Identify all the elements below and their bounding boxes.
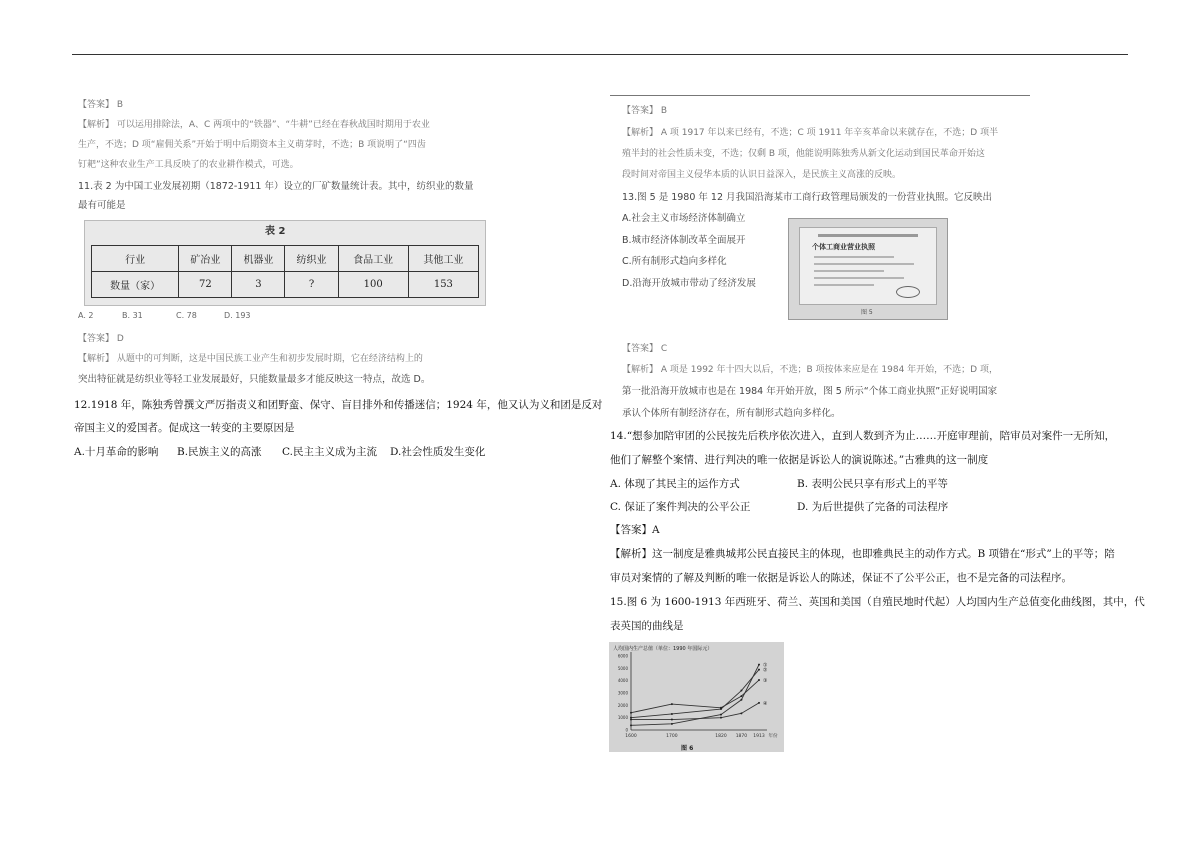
table-row-label: 数量（家） [92, 272, 179, 298]
data-point [758, 702, 760, 704]
option-14-b: B. 表明公民只享有形式上的平等 [797, 478, 948, 490]
x-tick-label: 1870 [735, 734, 748, 739]
analysis-11b-line-2: 突出特征就是纺织业等轻工业发展最好，只能数量最多才能反映这一特点，故选 D。 [78, 374, 431, 385]
data-point [740, 699, 742, 701]
question-12-line-2: 帝国主义的爱国者。促成这一转变的主要原因是 [74, 422, 295, 434]
y-tick-label: 3000 [617, 690, 628, 696]
y-tick-label: 5000 [617, 665, 628, 671]
chart-caption: 图 6 [681, 745, 694, 752]
series-label: ① [763, 662, 768, 669]
analysis-13-line-1: 【解析】 A 项是 1992 年十四大以后，不选；B 项按体来应是在 1984 年开始，不选；D 项， [622, 365, 998, 375]
license-document [799, 227, 937, 305]
option-11-a: A. 2 [78, 311, 94, 320]
data-point [758, 669, 760, 671]
answer-14-label: 【答案】A [610, 524, 660, 536]
table-2-caption: 表 2 [265, 226, 286, 237]
option-12-b: B.民族主义的高涨 [177, 446, 262, 458]
question-11-line-1: 11.表 2 为中国工业发展初期（1872-1911 年）设立的厂矿数量统计表。其中，纺织业的数量 [78, 181, 474, 192]
analysis-13-line-2: 第一批沿海开放城市也是在 1984 年开始开放，图 5 所示“个体工商业执照”正好说明国家 [622, 386, 998, 397]
option-11-b: B. 31 [122, 311, 143, 320]
answer-11-label: 【答案】 B [78, 100, 124, 110]
question-11-line-2: 最有可能是 [78, 200, 126, 211]
table-cell: 72 [179, 272, 232, 298]
table-cell: 153 [408, 272, 478, 298]
x-tick-label: 1700 [666, 734, 678, 739]
data-point [758, 664, 760, 666]
option-11-d: D. 193 [224, 311, 251, 320]
option-14-a: A. 体现了其民主的运作方式 [610, 478, 740, 490]
x-axis-label: 年份 [768, 734, 778, 739]
data-point [720, 717, 722, 719]
answer-13-label: 【答案】 C [622, 344, 668, 354]
data-point [630, 712, 632, 714]
data-point [671, 713, 673, 715]
license-title: 个体工商业营业执照 [812, 243, 875, 251]
table-header-cell: 机器业 [232, 246, 285, 272]
series-line [631, 680, 759, 713]
column-rule [610, 95, 1030, 96]
data-point [671, 703, 673, 705]
analysis-11-line-1: 【解析】 可以运用排除法，A、C 两项中的“铁器”、“牛耕”已经在春秋战国时期用于农业 [78, 120, 430, 130]
license-seal [896, 286, 920, 298]
option-14-c: C. 保证了案件判决的公平公正 [610, 501, 751, 513]
industry-table [91, 245, 479, 298]
gdp-line-chart [609, 642, 784, 742]
table-cell: ? [285, 272, 338, 298]
business-license-image [788, 218, 948, 320]
option-13-b: B.城市经济体制改革全面展开 [622, 235, 746, 246]
analysis-11b-line-1: 【解析】 从题中的可判断，这是中国民族工业产生和初步发展时期，它在经济结构上的 [78, 354, 423, 364]
table-header-cell: 食品工业 [338, 246, 408, 272]
y-tick-label: 6000 [617, 653, 628, 659]
y-tick-label: 2000 [617, 702, 628, 708]
option-13-c: C.所有制形式趋向多样化 [622, 256, 727, 267]
table-row [92, 272, 479, 298]
data-point [671, 719, 673, 721]
license-text-line [814, 256, 894, 258]
license-text-line [814, 277, 904, 279]
table-header-cell: 行业 [92, 246, 179, 272]
analysis-11-line-3: 钉耙”这种农业生产工具反映了的农业耕作模式，可选。 [78, 160, 299, 170]
y-tick-label: 4000 [617, 678, 628, 684]
page-top-rule [72, 54, 1128, 55]
option-12-a: A.十月革命的影响 [74, 446, 159, 458]
series-line [631, 670, 759, 718]
license-text-line [814, 284, 874, 286]
data-point [720, 714, 722, 716]
series-label: ② [763, 667, 768, 674]
table-header-cell: 其他工业 [408, 246, 478, 272]
option-13-a: A.社会主义市场经济体制确立 [622, 213, 746, 224]
license-header-line [818, 234, 918, 237]
data-point [740, 690, 742, 692]
data-point [740, 695, 742, 697]
x-tick-label: 1600 [625, 734, 637, 739]
license-text-line [814, 270, 884, 272]
gdp-chart-image [609, 642, 784, 752]
license-caption: 图 5 [861, 309, 873, 316]
table-cell: 3 [232, 272, 285, 298]
data-point [758, 679, 760, 681]
answer-12-label: 【答案】 B [622, 106, 668, 116]
analysis-12-line-2: 殖半封的社会性质未变，不选；仅剩 B 项，他能说明陈独秀从新文化运动到国民革命开始这 [622, 149, 985, 159]
analysis-11-line-2: 生产，不选；D 项“雇佣关系”开始于明中后期资本主义萌芽时，不选；B 项说明了“四齿 [78, 140, 426, 150]
analysis-13-line-3: 承认个体所有制经济存在，所有制形式趋向多样化。 [622, 408, 841, 419]
option-12-c: C.民主主义成为主流 [282, 446, 377, 458]
analysis-14-line-1: 【解析】这一制度是雅典城邦公民直接民主的体现，也即雅典民主的动作方式。B 项错在“形式”上的平等；陪 [610, 548, 1115, 560]
y-tick-label: 0 [625, 727, 628, 733]
data-point [671, 723, 673, 725]
x-tick-label: 1820 [715, 734, 727, 739]
question-12-line-1: 12.1918 年，陈独秀曾撰文严厉指责义和团野蛮、保守、盲目排外和传播迷信；1924 年，他又认为义和团是反对 [74, 399, 603, 411]
data-point [630, 724, 632, 726]
answer-11b-label: 【答案】 D [78, 334, 124, 344]
series-label: ④ [763, 700, 768, 707]
question-14-line-2: 他们了解整个案情、进行判决的唯一依据是诉讼人的演说陈述。”古雅典的这一制度 [610, 454, 989, 466]
series-label: ③ [763, 678, 768, 685]
question-15-line-2: 表英国的曲线是 [610, 620, 684, 632]
option-12-d: D.社会性质发生变化 [390, 446, 486, 458]
license-text-line [814, 263, 914, 265]
question-15-line-1: 15.图 6 为 1600-1913 年西班牙、荷兰、英国和美国（自殖民地时代起）人均国内生产总值变化曲线图，其中，代 [610, 596, 1145, 608]
chart-title: 人均国内生产总值（单位：1990 年国际元） [613, 646, 713, 652]
data-point [630, 719, 632, 721]
option-14-d: D. 为后世提供了完备的司法程序 [797, 501, 949, 513]
table-header-row [92, 246, 479, 272]
y-tick-label: 1000 [617, 715, 628, 721]
analysis-12-line-1: 【解析】 A 项 1917 年以来已经有，不选；C 项 1911 年辛亥革命以来就存在，不选；D 项半 [622, 128, 999, 138]
table-cell: 100 [338, 272, 408, 298]
data-point [740, 712, 742, 714]
option-11-c: C. 78 [176, 311, 197, 320]
question-13-line-1: 13.图 5 是 1980 年 12 月我国沿海某市工商行政管理局颁发的一份营业执照。它反映出 [622, 192, 993, 203]
option-13-d: D.沿海开放城市带动了经济发展 [622, 278, 756, 289]
table-header-cell: 纺织业 [285, 246, 338, 272]
data-point [630, 717, 632, 719]
table-2-image [84, 220, 486, 306]
data-point [720, 707, 722, 709]
table-header-cell: 矿冶业 [179, 246, 232, 272]
analysis-14-line-2: 审员对案情的了解及判断的唯一依据是诉讼人的陈述，保证不了公平公正，也不是完备的司法程序。 [610, 572, 1072, 584]
analysis-12-line-3: 段时间对帝国主义侵华本质的认识日益深入，是民族主义高涨的反映。 [622, 170, 902, 180]
question-14-line-1: 14.“想参加陪审团的公民按先后秩序依次进入，直到人数到齐为止……开庭审理前，陪审员对案件一无所知， [610, 430, 1116, 442]
x-tick-label: 1913 [753, 734, 765, 739]
